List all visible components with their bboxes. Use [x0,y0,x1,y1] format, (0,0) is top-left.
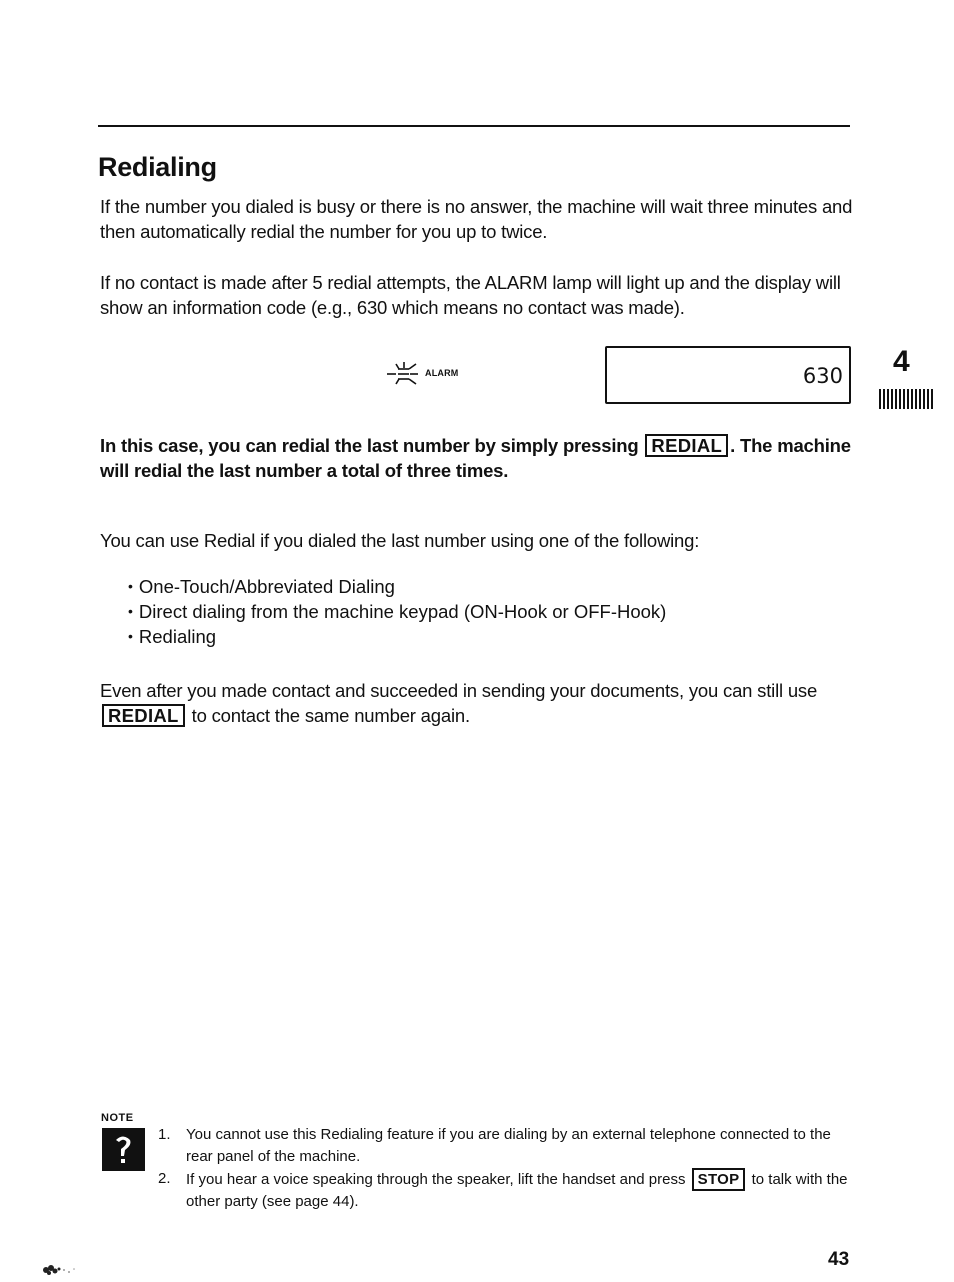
redial-key: REDIAL [645,434,728,457]
after-contact-paragraph [100,678,860,728]
stop-key: STOP [692,1168,746,1191]
intro-paragraph: If the number you dialed is busy or there is no answer, the machine will wait three minutes and then automatically redial the number for you up to twice. [100,196,853,242]
note-text-before: If you hear a voice speaking through the speaker, lift the handset and press [186,1171,686,1188]
usage-paragraph: You can use Redial if you dialed the last number using one of the following: [100,530,700,551]
alarm-label: ALARM [425,368,459,378]
chapter-number: 4 [893,345,910,378]
list-item: • Direct dialing from the machine keypad (ON-Hook or OFF-Hook) [128,599,666,624]
chapter-tab-icon [879,389,934,409]
note-text [186,1168,858,1213]
redial-key-inline: REDIAL [102,704,185,727]
redial-paragraph [100,433,860,483]
note-label: NOTE [101,1112,134,1124]
note-item [158,1124,858,1168]
note-number: 2. [158,1170,171,1187]
display-code: 630 [802,364,843,388]
alarm-lamp-icon [385,360,423,386]
after-contact-text-after: to contact the same number again. [191,705,470,726]
lcd-display [605,346,851,404]
note-text-after: to talk with the other party (see page 44). [186,1171,848,1210]
note-number: 1. [158,1126,171,1143]
page-number: 43 [828,1249,850,1270]
scan-artifact [40,1258,95,1278]
note-item [158,1168,858,1213]
alarm-paragraph: If no contact is made after 5 redial attempts, the ALARM lamp will light up and the display will show an information code (e.g., 630 which means no contact was made). [100,272,841,318]
alarm-indicator [385,360,459,386]
dialing-methods-list [128,574,666,649]
list-item: • One-Touch/Abbreviated Dialing [128,574,666,599]
note-icon [102,1128,145,1171]
after-contact-text-before: Even after you made contact and succeeded in sending your documents, you can still use [100,680,818,701]
note-text: You cannot use this Redialing feature if you are dialing by an external telephone connected to the rear panel of the machine. [186,1126,831,1165]
redial-text-after: . The machine will redial the last number a total of three times. [100,435,851,481]
redial-text-before: In this case, you can redial the last number by simply pressing [100,435,639,456]
list-item: • Redialing [128,624,666,649]
notes-list [158,1124,858,1213]
top-rule [98,125,850,127]
section-heading: Redialing [98,152,217,182]
